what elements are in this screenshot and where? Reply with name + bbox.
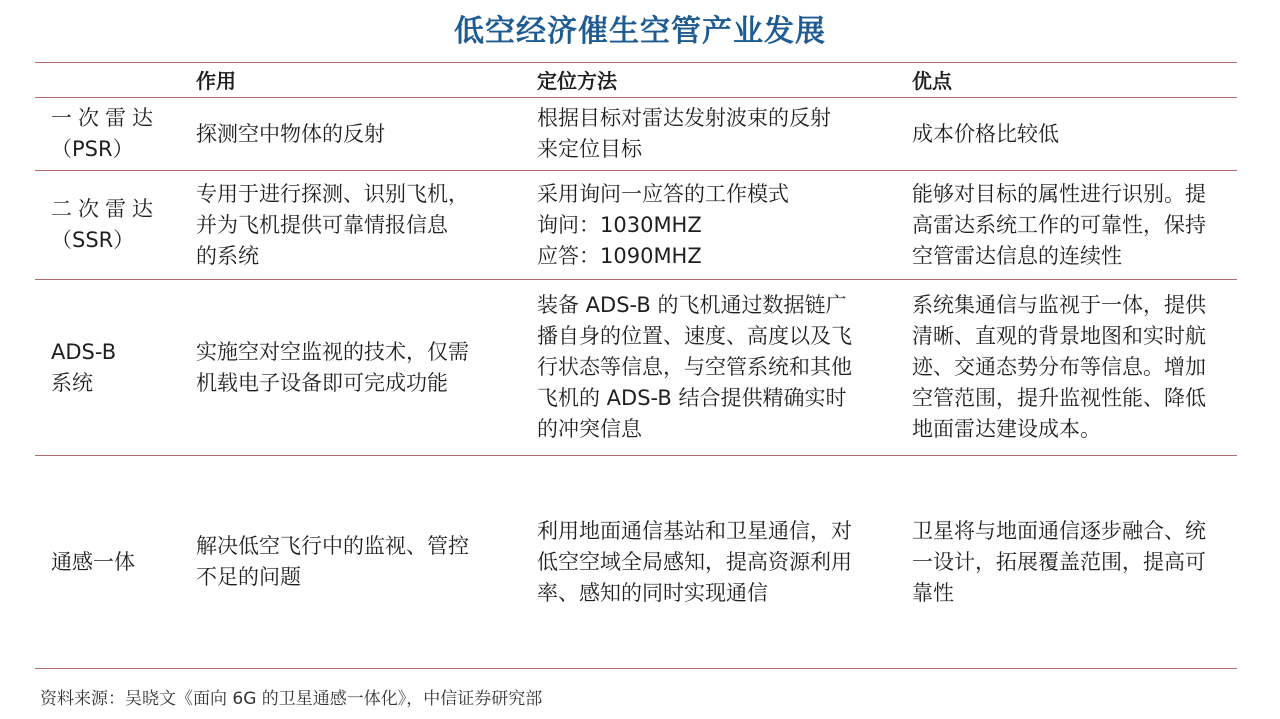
method-line: 装备 ADS-B 的飞机通过数据链广 xyxy=(537,293,847,317)
row-name-line: 一次雷达 xyxy=(51,106,159,130)
advantage-line: 靠性 xyxy=(912,580,954,605)
row-name-cell xyxy=(35,547,180,578)
advantage-cell xyxy=(896,290,1237,445)
row-name-cell xyxy=(35,194,180,256)
header-cell-method: 定位方法 xyxy=(537,68,617,93)
method-cell xyxy=(521,516,896,609)
function-line: 并为飞机提供可靠情报信息 xyxy=(196,212,448,237)
advantage-cell xyxy=(896,179,1237,272)
advantage-line: 空管雷达信息的连续性 xyxy=(912,243,1122,268)
function-cell xyxy=(180,119,521,150)
function-line: 机载电子设备即可完成功能 xyxy=(196,370,448,395)
table-row xyxy=(35,456,1237,669)
row-name-line: 二次雷达 xyxy=(51,197,159,221)
table-row xyxy=(35,98,1237,171)
function-cell xyxy=(180,179,521,272)
function-line: 实施空对空监视的技术，仅需 xyxy=(196,339,469,364)
row-name-line: ADS-B xyxy=(51,339,117,364)
advantage-line: 能够对目标的属性进行识别。提 xyxy=(912,181,1206,206)
method-line: 行状态等信息，与空管系统和其他 xyxy=(537,355,852,379)
advantage-line: 一设计，拓展覆盖范围，提高可 xyxy=(912,549,1206,574)
row-name-line: 系统 xyxy=(51,370,93,395)
header-cell-advantage: 优点 xyxy=(912,68,952,93)
header-cell-function: 作用 xyxy=(196,68,236,93)
page-title: 低空经济催生空管产业发展 xyxy=(454,14,826,49)
method-line: 低空空域全局感知，提高资源利用 xyxy=(537,549,852,574)
method-line: 的冲突信息 xyxy=(537,417,642,441)
method-cell xyxy=(521,103,896,165)
method-line: 来定位目标 xyxy=(537,137,642,161)
function-cell xyxy=(180,531,521,593)
method-cell xyxy=(521,179,896,272)
table-header-row xyxy=(35,63,1237,98)
advantage-cell xyxy=(896,119,1237,150)
advantage-line: 高雷达系统工作的可靠性，保持 xyxy=(912,212,1206,237)
method-line: 根据目标对雷达发射波束的反射 xyxy=(537,106,831,130)
advantage-cell xyxy=(896,516,1237,609)
function-line: 解决低空飞行中的监视、管控 xyxy=(196,534,469,558)
comparison-table xyxy=(35,62,1237,669)
source-footnote: 资料来源：吴晓文《面向 6G 的卫星通感一体化》，中信证券研究部 xyxy=(40,689,543,709)
method-line: 率、感知的同时实现通信 xyxy=(537,580,768,605)
function-line: 不足的问题 xyxy=(196,565,301,589)
advantage-line: 空管范围，提升监视性能、降低 xyxy=(912,386,1206,410)
row-name-cell xyxy=(35,337,180,399)
function-line: 的系统 xyxy=(196,243,259,268)
row-name-line: 通感一体 xyxy=(51,549,135,574)
function-line: 探测空中物体的反射 xyxy=(196,121,385,146)
method-line: 播自身的位置、速度、高度以及飞 xyxy=(537,324,852,348)
advantage-line: 成本价格比较低 xyxy=(912,121,1059,146)
advantage-line: 清晰、直观的背景地图和实时航 xyxy=(912,324,1206,348)
method-line: 采用询问一应答的工作模式 xyxy=(537,181,789,206)
row-name-line: （SSR） xyxy=(51,228,135,252)
row-name-cell xyxy=(35,103,180,165)
method-cell xyxy=(521,290,896,445)
advantage-line: 地面雷达建设成本。 xyxy=(912,417,1101,441)
advantage-line: 卫星将与地面通信逐步融合、统 xyxy=(912,518,1206,543)
table-row xyxy=(35,171,1237,280)
row-name-line: （PSR） xyxy=(51,137,134,161)
advantage-line: 迹、交通态势分布等信息。增加 xyxy=(912,355,1206,379)
method-line: 应答：1090MHZ xyxy=(537,243,702,268)
table-row xyxy=(35,280,1237,456)
function-line: 专用于进行探测、识别飞机， xyxy=(196,181,469,206)
method-line: 飞机的 ADS-B 结合提供精确实时 xyxy=(537,386,847,410)
advantage-line: 系统集通信与监视于一体，提供 xyxy=(912,293,1206,317)
method-line: 询问：1030MHZ xyxy=(537,212,702,237)
function-cell xyxy=(180,337,521,399)
method-line: 利用地面通信基站和卫星通信，对 xyxy=(537,518,852,543)
